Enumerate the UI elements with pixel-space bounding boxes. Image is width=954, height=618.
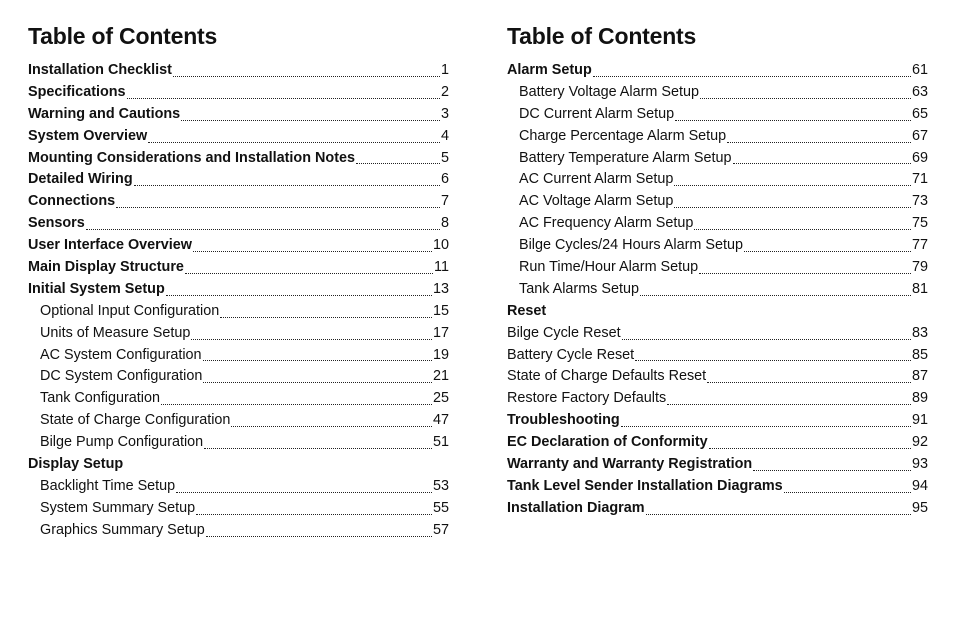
toc-entry[interactable] <box>28 301 449 323</box>
toc-page-number: 10 <box>432 237 449 254</box>
toc-page-number: 61 <box>911 62 928 78</box>
toc-page-number: 4 <box>440 127 449 144</box>
toc-entry[interactable] <box>507 213 928 235</box>
toc-entry[interactable] <box>28 366 449 388</box>
toc-entry[interactable] <box>28 279 449 301</box>
toc-entry[interactable] <box>28 148 449 170</box>
toc-page-number: 2 <box>440 83 449 100</box>
toc-entry-label: Troubleshooting <box>507 412 620 429</box>
toc-page-number: 51 <box>432 434 449 451</box>
dot-leader <box>646 514 911 515</box>
toc-entry[interactable] <box>28 476 449 498</box>
toc-entry-label: AC System Configuration <box>40 346 202 363</box>
toc-page-number: 8 <box>440 215 449 232</box>
toc-entry[interactable] <box>28 126 449 148</box>
dot-leader <box>699 273 911 274</box>
toc-page-number: 21 <box>432 368 449 385</box>
dot-leader <box>185 273 433 274</box>
toc-entry[interactable] <box>507 82 928 104</box>
dot-leader <box>674 207 911 208</box>
toc-entry[interactable] <box>28 213 449 235</box>
dot-leader <box>694 229 911 230</box>
dot-leader <box>231 426 432 427</box>
toc-entry-label: Battery Cycle Reset <box>507 346 635 363</box>
page-title: Table of Contents <box>507 23 697 49</box>
toc-entry[interactable] <box>28 257 449 279</box>
toc-entry[interactable] <box>507 476 928 498</box>
toc-entry[interactable] <box>28 323 449 345</box>
dot-leader <box>733 163 911 164</box>
dot-leader <box>727 142 911 143</box>
toc-entry[interactable] <box>28 191 449 213</box>
toc-entry[interactable] <box>507 169 928 191</box>
toc-page-number: 79 <box>911 259 928 276</box>
dot-leader <box>667 404 911 405</box>
toc-page-number: 63 <box>911 83 928 100</box>
toc-entry-label: State of Charge Configuration <box>40 412 231 429</box>
toc-entry-label: Run Time/Hour Alarm Setup <box>519 259 699 276</box>
toc-entry[interactable] <box>507 498 928 520</box>
dot-leader <box>674 185 911 186</box>
toc-entry-label: EC Declaration of Conformity <box>507 434 708 451</box>
toc-page-number: 19 <box>432 346 449 363</box>
toc-page-number: 93 <box>911 456 928 473</box>
toc-entry-label: Backlight Time Setup <box>40 477 176 494</box>
dot-leader <box>621 426 911 427</box>
toc-page-number: 75 <box>911 215 928 232</box>
toc-page-number: 94 <box>911 477 928 494</box>
toc-entry[interactable] <box>507 104 928 126</box>
toc-page-number: 47 <box>432 412 449 429</box>
toc-page-number: 57 <box>432 521 449 538</box>
toc-entry-label: Installation Checklist <box>28 62 172 78</box>
toc-section-heading <box>28 454 449 476</box>
toc-page-number: 3 <box>440 105 449 122</box>
toc-page-number: 65 <box>911 105 928 122</box>
toc-page-number: 67 <box>911 127 928 144</box>
dot-leader <box>161 404 432 405</box>
dot-leader <box>206 536 432 537</box>
dot-leader <box>640 295 911 296</box>
toc-page-number: 95 <box>911 499 928 516</box>
left-page <box>28 0 449 542</box>
dot-leader <box>134 185 440 186</box>
dot-leader <box>191 339 432 340</box>
toc-entry[interactable] <box>28 410 449 432</box>
dot-leader <box>176 492 432 493</box>
toc-page-number: 92 <box>911 434 928 451</box>
toc-entry[interactable] <box>507 60 928 82</box>
toc-page-number: 55 <box>432 499 449 516</box>
page-title: Table of Contents <box>28 23 218 49</box>
toc-entry-label: AC Frequency Alarm Setup <box>519 215 694 232</box>
toc-entry-label: Battery Voltage Alarm Setup <box>519 83 699 100</box>
toc-entry-label: Bilge Pump Configuration <box>40 434 204 451</box>
toc-entry-label: System Overview <box>28 127 148 144</box>
toc-entry-label: Restore Factory Defaults <box>507 390 667 407</box>
dot-leader <box>784 492 911 493</box>
toc-entry-label: Tank Level Sender Installation Diagrams <box>507 477 783 494</box>
toc-page-number: 13 <box>432 280 449 297</box>
toc-entry-label: Bilge Cycle Reset <box>507 324 621 341</box>
toc-entry[interactable] <box>507 126 928 148</box>
toc-entry-label: Charge Percentage Alarm Setup <box>519 127 727 144</box>
toc-entry[interactable] <box>28 520 449 542</box>
toc-page-number: 25 <box>432 390 449 407</box>
dot-leader <box>204 448 432 449</box>
toc-page-number: 85 <box>911 346 928 363</box>
toc-entry[interactable] <box>507 235 928 257</box>
toc-entry[interactable] <box>507 148 928 170</box>
toc-page-number: 53 <box>432 477 449 494</box>
toc-entry-label: AC Current Alarm Setup <box>519 171 674 188</box>
toc-entry-label: Tank Configuration <box>40 390 160 407</box>
dot-leader <box>166 295 432 296</box>
toc-page-number: 5 <box>440 149 449 166</box>
toc-entry-label: Units of Measure Setup <box>40 324 191 341</box>
toc-page-number: 83 <box>911 324 928 341</box>
dot-leader <box>744 251 911 252</box>
toc-entry-label: Mounting Considerations and Installation Notes <box>28 149 355 166</box>
toc-entry[interactable] <box>507 366 928 388</box>
toc-entry[interactable] <box>28 235 449 257</box>
toc-entry[interactable] <box>507 454 928 476</box>
toc-entry[interactable] <box>28 169 449 191</box>
toc-section-heading <box>507 301 928 323</box>
dot-leader <box>635 360 911 361</box>
toc-entry-label: Initial System Setup <box>28 280 165 297</box>
dot-leader <box>196 514 432 515</box>
toc-entry[interactable] <box>507 410 928 432</box>
toc-entry-label: Bilge Cycles/24 Hours Alarm Setup <box>519 237 743 254</box>
dot-leader <box>86 229 440 230</box>
toc-entry-label: System Summary Setup <box>40 499 196 516</box>
dot-leader <box>753 470 911 471</box>
toc-entry-label: DC System Configuration <box>40 368 203 385</box>
toc-entry[interactable] <box>28 498 449 520</box>
toc-entry-label: User Interface Overview <box>28 237 192 254</box>
dot-leader <box>593 76 911 77</box>
toc-entry[interactable] <box>507 191 928 213</box>
toc-entry-label: Display Setup <box>28 456 124 473</box>
dot-leader <box>203 382 432 383</box>
toc-entry[interactable] <box>507 257 928 279</box>
toc-page-number: 81 <box>911 280 928 297</box>
toc-entry-label: Warranty and Warranty Registration <box>507 456 753 473</box>
toc-page-number: 77 <box>911 237 928 254</box>
toc-entry-label: State of Charge Defaults Reset <box>507 368 707 385</box>
toc-entry-label: Reset <box>507 302 547 319</box>
toc-page-number: 17 <box>432 324 449 341</box>
right-page <box>507 0 928 520</box>
toc-entry[interactable] <box>507 432 928 454</box>
dot-leader <box>707 382 911 383</box>
dot-leader <box>127 98 440 99</box>
toc-entry-label: DC Current Alarm Setup <box>519 105 675 122</box>
toc-entry-label: Battery Temperature Alarm Setup <box>519 149 732 166</box>
toc-entry[interactable] <box>507 388 928 410</box>
toc-entry[interactable] <box>28 345 449 367</box>
toc-entry-label: Sensors <box>28 215 85 232</box>
toc-list <box>28 60 449 542</box>
toc-entry-label: Connections <box>28 193 116 210</box>
toc-entry-label: Specifications <box>28 83 126 100</box>
toc-entry-label: Detailed Wiring <box>28 171 133 188</box>
dot-leader <box>116 207 440 208</box>
toc-page-number: 6 <box>440 171 449 188</box>
toc-entry-label: Warning and Cautions <box>28 105 181 122</box>
toc-page-number: 7 <box>440 193 449 210</box>
dot-leader <box>148 142 440 143</box>
toc-entry[interactable] <box>28 432 449 454</box>
toc-page-number: 89 <box>911 390 928 407</box>
toc-entry[interactable] <box>28 388 449 410</box>
toc-entry-label: Alarm Setup <box>507 62 592 78</box>
dot-leader <box>622 339 911 340</box>
dot-leader <box>700 98 911 99</box>
toc-entry-label: Graphics Summary Setup <box>40 521 205 538</box>
toc-entry-label: Main Display Structure <box>28 259 184 276</box>
toc-entry-label: Installation Diagram <box>507 499 645 516</box>
dot-leader <box>203 360 432 361</box>
dot-leader <box>356 163 440 164</box>
toc-entry-label: Tank Alarms Setup <box>519 280 639 297</box>
toc-entry[interactable] <box>507 345 928 367</box>
toc-entry[interactable] <box>28 82 449 104</box>
toc-entry[interactable] <box>28 60 449 82</box>
toc-page-number: 71 <box>911 171 928 188</box>
toc-page-number: 15 <box>432 302 449 319</box>
dot-leader <box>181 120 440 121</box>
dot-leader <box>675 120 911 121</box>
toc-page-number: 87 <box>911 368 928 385</box>
toc-entry-label: Optional Input Configuration <box>40 302 220 319</box>
toc-entry[interactable] <box>507 279 928 301</box>
toc-entry[interactable] <box>28 104 449 126</box>
dot-leader <box>709 448 911 449</box>
toc-page-number: 69 <box>911 149 928 166</box>
dot-leader <box>193 251 432 252</box>
toc-entry-label: AC Voltage Alarm Setup <box>519 193 674 210</box>
dot-leader <box>173 76 440 77</box>
toc-list <box>507 60 928 520</box>
dot-leader <box>220 317 432 318</box>
toc-page-number: 73 <box>911 193 928 210</box>
toc-page-number: 1 <box>440 62 449 78</box>
toc-page-number: 11 <box>434 259 449 276</box>
toc-entry[interactable] <box>507 323 928 345</box>
toc-page-number: 91 <box>911 412 928 429</box>
